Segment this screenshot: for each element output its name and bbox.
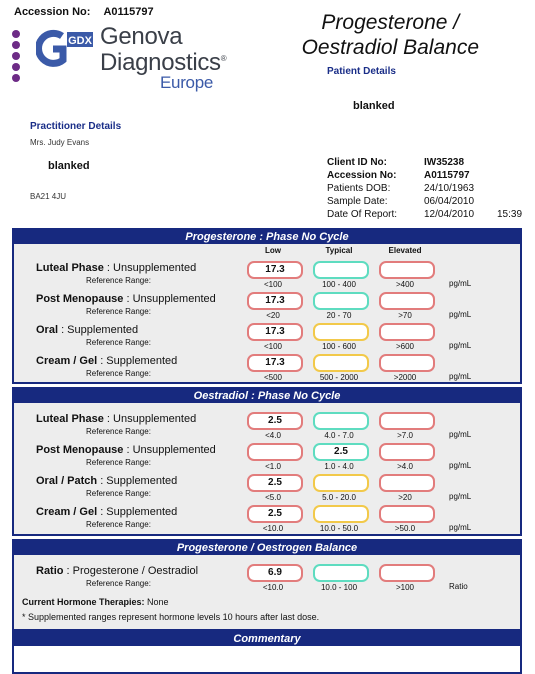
therapies-value: None	[144, 597, 169, 607]
client-info-row	[327, 169, 474, 182]
range-elevated: >600	[395, 342, 415, 351]
test-type: : Unsupplemented	[123, 293, 216, 305]
progesterone-test-name	[36, 355, 177, 367]
commentary-title: Commentary	[14, 632, 520, 646]
result-elevated	[379, 323, 435, 341]
result-elevated	[379, 564, 435, 582]
test-name: Oral / Patch	[36, 475, 98, 487]
range-low: <1.0	[265, 462, 281, 471]
supplemented-footnote: * Supplemented ranges represent hormone levels 10 hours after last dose.	[22, 612, 320, 622]
result-low: 6.9	[247, 564, 303, 582]
range-typical: 20 - 70	[326, 311, 352, 320]
patient-blanked: blanked	[353, 100, 395, 112]
therapies-label: Current Hormone Therapies:	[22, 597, 145, 607]
logo-line2: Diagnostics	[100, 49, 221, 76]
range-low: <10.0	[262, 524, 284, 533]
oestradiol-test-name	[36, 475, 177, 487]
result-low: 17.3	[247, 323, 303, 341]
test-name: Ratio	[36, 565, 64, 577]
gdx-logo-icon	[36, 28, 94, 70]
range-elevated: >400	[395, 280, 415, 289]
reference-range-label: Reference Range:	[86, 338, 151, 347]
range-typical: 4.0 - 7.0	[324, 431, 354, 440]
accession-top	[14, 6, 154, 18]
result-low: 2.5	[247, 474, 303, 492]
client-info-key: Sample Date:	[327, 196, 388, 207]
logo-dots	[12, 30, 22, 85]
range-low: <100	[263, 342, 283, 351]
title-line1: Progesterone /	[321, 11, 460, 34]
test-name: Cream / Gel	[36, 506, 98, 518]
logo-registered: ®	[220, 54, 227, 63]
reference-range-label: Reference Range:	[86, 579, 151, 588]
range-elevated: >2000	[393, 373, 417, 382]
client-info-key: Client ID No:	[327, 157, 387, 168]
test-type: : Unsupplemented	[103, 413, 197, 425]
commentary-panel	[12, 630, 522, 674]
reference-range-label: Reference Range:	[86, 458, 151, 467]
result-typical: 2.5	[313, 443, 369, 461]
report-title	[302, 10, 479, 60]
unit-label: pg/mL	[449, 492, 472, 501]
range-elevated: >7.0	[397, 431, 413, 440]
range-typical: 10.0 - 100	[320, 583, 358, 592]
range-typical: 10.0 - 50.0	[319, 524, 359, 533]
accession-label: Accession No:	[14, 6, 91, 18]
range-low: <100	[263, 280, 283, 289]
result-typical	[313, 505, 369, 523]
range-elevated: >50.0	[394, 524, 416, 533]
progesterone-test-name	[36, 293, 216, 305]
result-elevated	[379, 354, 435, 372]
result-elevated	[379, 292, 435, 310]
range-elevated: >4.0	[397, 462, 413, 471]
test-name: Oral	[36, 324, 59, 336]
balance-panel	[12, 539, 522, 631]
progesterone-test-name	[36, 324, 138, 336]
client-info-value: 24/10/1963	[424, 183, 475, 194]
oestradiol-panel	[12, 387, 522, 536]
title-line2: Oestradiol Balance	[301, 36, 479, 59]
test-type: : Supplemented	[97, 475, 178, 487]
client-info-value: IW35238	[424, 157, 465, 168]
range-low: <4.0	[265, 431, 281, 440]
progesterone-panel	[12, 228, 522, 384]
logo-line1: Genova	[100, 23, 183, 50]
test-type: : Supplemented	[97, 355, 178, 367]
unit-label: Ratio	[449, 582, 468, 591]
result-elevated	[379, 261, 435, 279]
result-typical	[313, 354, 369, 372]
oestradiol-test-name	[36, 506, 177, 518]
practitioner-code: BA21 4JU	[30, 192, 67, 201]
result-low: 17.3	[247, 292, 303, 310]
range-low: <5.0	[265, 493, 281, 502]
client-info-value: 12/04/2010	[424, 209, 475, 220]
client-info-key: Date Of Report:	[327, 209, 398, 220]
result-elevated	[379, 443, 435, 461]
range-low: <500	[263, 373, 283, 382]
ratio-test-name	[36, 565, 198, 577]
result-elevated	[379, 474, 435, 492]
logo-line3: Europe	[160, 73, 214, 92]
unit-label: pg/mL	[449, 372, 472, 381]
result-low: 17.3	[247, 261, 303, 279]
practitioner-blanked: blanked	[48, 160, 90, 172]
current-therapies	[22, 597, 169, 607]
client-info-value: 06/04/2010	[424, 196, 475, 207]
logo-mark-text: GDX	[68, 35, 92, 47]
client-info	[327, 156, 523, 221]
result-low: 2.5	[247, 412, 303, 430]
test-name: Post Menopause	[36, 293, 124, 305]
unit-label: pg/mL	[449, 341, 472, 350]
test-name: Post Menopause	[36, 444, 124, 456]
balance-title: Progesterone / Oestrogen Balance	[14, 541, 520, 555]
client-info-row	[327, 182, 474, 195]
patient-details-heading: Patient Details	[327, 66, 396, 77]
result-typical	[313, 412, 369, 430]
progesterone-title: Progesterone : Phase No Cycle	[14, 230, 520, 244]
practitioner-name: Mrs. Judy Evans	[30, 138, 90, 147]
result-typical	[313, 292, 369, 310]
result-elevated	[379, 412, 435, 430]
client-info-row	[327, 156, 474, 169]
result-low: 2.5	[247, 505, 303, 523]
client-info-value: A0115797	[424, 170, 470, 181]
test-type: : Supplemented	[97, 506, 178, 518]
reference-range-label: Reference Range:	[86, 276, 151, 285]
accession-value: A0115797	[103, 6, 154, 18]
range-elevated: >100	[395, 583, 415, 592]
unit-label: pg/mL	[449, 279, 472, 288]
result-typical	[313, 261, 369, 279]
test-name: Cream / Gel	[36, 355, 98, 367]
unit-label: pg/mL	[449, 461, 472, 470]
range-typical: 100 - 400	[322, 280, 356, 289]
test-type: : Supplemented	[58, 324, 139, 336]
result-low: 17.3	[247, 354, 303, 372]
oestradiol-test-name	[36, 444, 216, 456]
result-typical	[313, 564, 369, 582]
client-info-row	[327, 208, 523, 221]
test-name: Luteal Phase	[36, 262, 104, 274]
column-typical: Typical	[325, 246, 353, 255]
reference-range-label: Reference Range:	[86, 520, 151, 529]
company-logo	[100, 23, 227, 92]
range-typical: 500 - 2000	[319, 373, 359, 382]
reference-range-label: Reference Range:	[86, 489, 151, 498]
progesterone-test-name	[36, 262, 196, 274]
client-info-key: Accession No:	[327, 170, 397, 181]
range-low: <20	[266, 311, 280, 320]
test-type: : Unsupplemented	[123, 444, 216, 456]
client-info-row	[327, 195, 474, 208]
range-elevated: >20	[398, 493, 412, 502]
reference-range-label: Reference Range:	[86, 369, 151, 378]
result-elevated	[379, 505, 435, 523]
column-low: Low	[265, 246, 281, 255]
range-typical: 5.0 - 20.0	[322, 493, 356, 502]
test-name: Luteal Phase	[36, 413, 104, 425]
reference-range-label: Reference Range:	[86, 307, 151, 316]
unit-label: pg/mL	[449, 310, 472, 319]
result-typical	[313, 474, 369, 492]
oestradiol-test-name	[36, 413, 196, 425]
practitioner-heading: Practitioner Details	[30, 121, 122, 132]
oestradiol-title: Oestradiol : Phase No Cycle	[14, 389, 520, 403]
column-elevated: Elevated	[388, 246, 422, 255]
range-typical: 1.0 - 4.0	[324, 462, 354, 471]
range-low: <10.0	[262, 583, 284, 592]
client-info-key: Patients DOB:	[327, 183, 391, 194]
result-low	[247, 443, 303, 461]
test-type: : Progesterone / Oestradiol	[63, 565, 199, 577]
test-type: : Unsupplemented	[103, 262, 197, 274]
range-elevated: >70	[398, 311, 412, 320]
unit-label: pg/mL	[449, 523, 472, 532]
unit-label: pg/mL	[449, 430, 472, 439]
result-typical	[313, 323, 369, 341]
reference-range-label: Reference Range:	[86, 427, 151, 436]
report-time: 15:39	[497, 209, 523, 220]
range-typical: 100 - 600	[322, 342, 356, 351]
